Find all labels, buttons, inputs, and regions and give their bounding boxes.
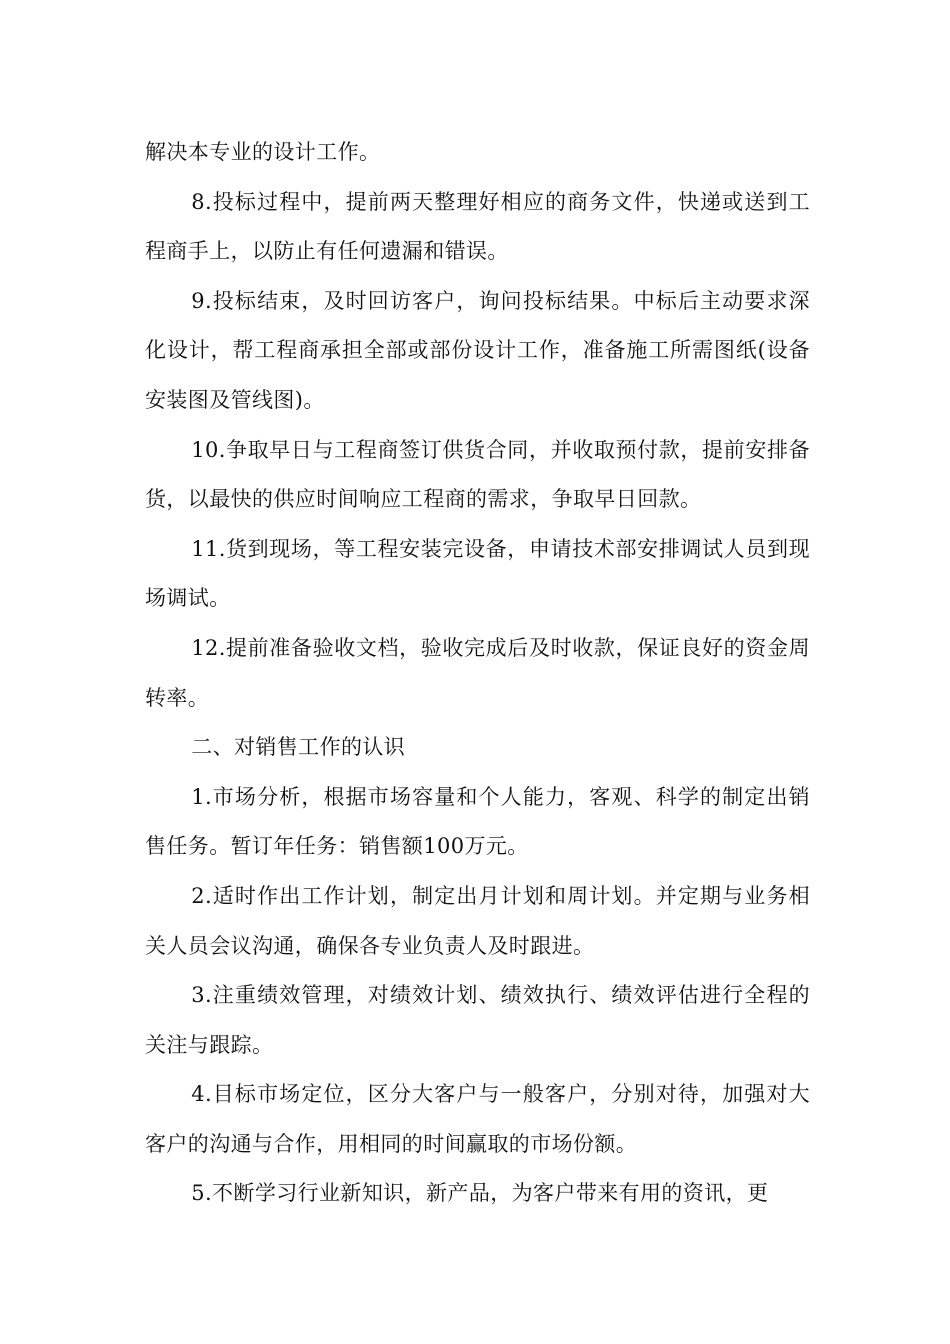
document-body — [145, 128, 810, 1219]
paragraph-item-10: 10.争取早日与工程商签订供货合同，并收取预付款，提前安排备货，以最快的供应时间响应工程商的需求，争取早日回款。 — [145, 437, 810, 512]
section-heading: 二、对销售工作的认识 — [191, 735, 406, 760]
paragraph-continuation: 解决本专业的设计工作。 — [145, 140, 381, 164]
paragraph-item-12: 12.提前准备验收文档，验收完成后及时收款，保证良好的资金周转率。 — [145, 635, 810, 710]
paragraph-point-2: 2.适时作出工作计划，制定出月计划和周计划。并定期与业务相关人员会议沟通，确保各专业负责人及时跟进。 — [145, 883, 810, 958]
paragraph-item-8: 8.投标过程中，提前两天整理好相应的商务文件，快递或送到工程商手上，以防止有任何遗漏和错误。 — [145, 189, 810, 264]
paragraph-point-5: 5.不断学习行业新知识，新产品，为客户带来有用的资讯，更 — [191, 1181, 769, 1206]
paragraph-point-3: 3.注重绩效管理，对绩效计划、绩效执行、绩效评估进行全程的关注与跟踪。 — [145, 983, 810, 1057]
paragraph-item-11: 11.货到现场，等工程安装完设备，申请技术部安排调试人员到现场调试。 — [145, 536, 810, 611]
paragraph-point-4: 4.目标市场定位，区分大客户与一般客户，分别对待，加强对大客户的沟通与合作，用相同的时间赢取的市场份额。 — [145, 1082, 810, 1156]
paragraph-point-1: 1.市场分析，根据市场容量和个人能力，客观、科学的制定出销售任务。暂订年任务：销售额100万元。 — [145, 784, 810, 859]
paragraph-item-9: 9.投标结束，及时回访客户，询问投标结果。中标后主动要求深化设计，帮工程商承担全部或部份设计工作，准备施工所需图纸(设备安装图及管线图)。 — [145, 288, 810, 412]
